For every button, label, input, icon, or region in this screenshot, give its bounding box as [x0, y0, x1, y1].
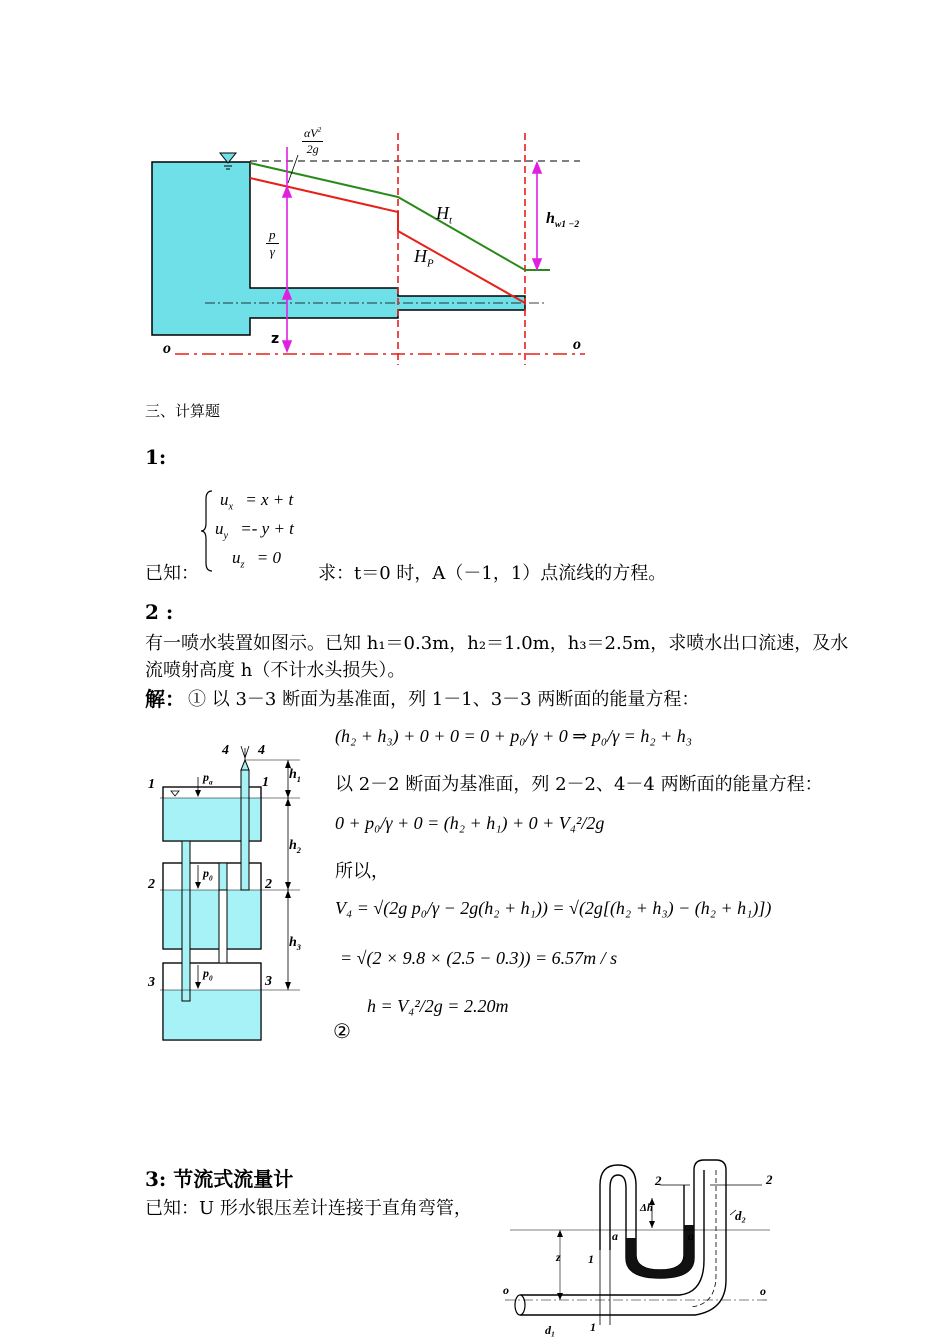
- q2-eqA: (h₂ + h₃) + 0 + 0 = 0 + p₀/γ + 0 ⇒ p₀/γ = h₂ + h₃: [335, 726, 692, 746]
- fig2-p0b-p: p: [203, 966, 209, 980]
- q1-eq2-u: u: [215, 519, 224, 538]
- q1-eq3-rhs: = 0: [256, 548, 281, 567]
- o-right-label: o: [573, 336, 581, 353]
- energy-line-diagram: [140, 125, 610, 370]
- q1-eq2-sub: y: [223, 530, 229, 542]
- q2-eqE: h = V₄²/2g = 2.20m: [367, 996, 509, 1016]
- fig2-p0b-sub: 0: [209, 974, 213, 983]
- fig2-h1: [289, 767, 301, 784]
- fig3-a1: a: [612, 1229, 618, 1243]
- hp-label: [414, 246, 434, 270]
- fig2-p0a-sub: 0: [209, 874, 213, 883]
- hw-sub: w1 −2: [554, 219, 580, 231]
- p-num: p: [266, 227, 279, 244]
- q1-eq1-rhs: = x + t: [245, 490, 294, 509]
- q2-line1: 有一喷水装置如图示。已知 h₁＝0.3m，h₂＝1.0m，h₃＝2.5m，求喷水出口流速，及水: [145, 633, 849, 654]
- fig3-o2: o: [760, 1284, 766, 1298]
- q2-sol-line1: ① 以 3－3 断面为基准面，列 1－1、3－3 两断面的能量方程：: [188, 689, 700, 710]
- ht-main: H: [436, 203, 449, 223]
- fig2-pa: [203, 770, 213, 786]
- fig2-label-2: 2: [148, 877, 155, 892]
- hw-label: [546, 210, 579, 230]
- fig2-label-3r: 3: [265, 974, 272, 989]
- q2-eqD: = √(2 × 9.8 × (2.5 − 0.3)) = 6.57m / s: [340, 948, 618, 968]
- alpha-sup: 2: [317, 126, 322, 134]
- fig2-h2-h: h: [289, 838, 297, 853]
- fig3-a2: a: [688, 1229, 694, 1243]
- hp-sub: P: [427, 257, 434, 270]
- q1-eq1: [220, 490, 293, 512]
- fig2-label-2r: 2: [265, 877, 272, 892]
- p-gamma-label: [266, 227, 279, 260]
- q1-eq3-u: u: [232, 548, 241, 567]
- q1-eq2: [215, 519, 294, 541]
- p-den: γ: [269, 244, 275, 259]
- q1-eq1-u: u: [220, 490, 229, 509]
- fig2-h3-sub: 3: [296, 942, 301, 952]
- fig2-h3-h: h: [289, 935, 297, 950]
- fig3-d1: d₁: [545, 1323, 556, 1337]
- q2-sol-line2: 以 2－2 断面为基准面，列 2－2、4－4 两断面的能量方程：: [335, 774, 823, 795]
- fig2-label-1: 1: [148, 777, 155, 792]
- q3-title: 3: 节流式流量计: [145, 1167, 294, 1191]
- q2-sol-so: 所以，: [335, 861, 389, 882]
- fig3-d2: d₂: [735, 1208, 747, 1223]
- hp-main: H: [414, 246, 427, 266]
- fig3-2b: 2: [766, 1172, 773, 1187]
- fig3-1b: 1: [590, 1320, 596, 1334]
- reservoir-and-pipe: [152, 162, 525, 335]
- q2-eqC: V₄ = √(2g p₀/γ − 2g(h₂ + h₁)) = √(2g[(h₂ + h₃) − (h₂ + h₁)]): [335, 898, 772, 918]
- fig2-label-4a: 4: [222, 743, 229, 758]
- alpha-v2-label: [302, 126, 323, 157]
- q1-eq3: [232, 548, 281, 570]
- fig2-p0a: [203, 866, 213, 882]
- q2-solution-label: 解：: [145, 687, 185, 711]
- alpha-den: 2g: [306, 142, 319, 156]
- q1-eq3-sub: z: [240, 559, 245, 571]
- fig3-z: z: [556, 1250, 561, 1264]
- fig2-pa-sub: a: [209, 778, 213, 787]
- hw-main: h: [546, 210, 555, 227]
- q1-brace: [200, 489, 214, 573]
- q1-eq2-rhs: =- y + t: [240, 519, 294, 538]
- fig2-p0b: [203, 966, 213, 982]
- fig2-h3: [289, 935, 301, 952]
- fig3-2a: 2: [655, 1173, 662, 1188]
- fig2-h1-sub: 1: [296, 774, 301, 784]
- o-left-label: o: [163, 340, 171, 357]
- fig2-label-4b: 4: [258, 743, 265, 758]
- fig2-label-1r: 1: [262, 775, 269, 790]
- fig3-1a: 1: [588, 1252, 594, 1266]
- fig2-pa-p: p: [203, 770, 209, 784]
- section-title: 三、计算题: [145, 402, 221, 420]
- ht-label: [436, 203, 452, 227]
- fig2-h1-h: h: [289, 767, 297, 782]
- q3-line1: 已知：U 形水银压差计连接于直角弯管，: [145, 1198, 472, 1219]
- ht-sub: t: [449, 214, 452, 227]
- q1-number: 1:: [145, 445, 167, 469]
- bend-manometer-diagram: [500, 1150, 780, 1340]
- fountain-diagram: [140, 740, 320, 1045]
- fig3-o1: o: [503, 1283, 509, 1297]
- total-head-line: [250, 163, 550, 270]
- hw-arrow: [533, 163, 541, 269]
- fig2-h2-sub: 2: [296, 845, 301, 855]
- q2-eqB: 0 + p₀/γ + 0 = (h₂ + h₁) + 0 + V₄²/2g: [335, 813, 605, 833]
- q2-line2: 流喷射高度 h（不计水头损失）。: [145, 660, 406, 681]
- q1-known: 已知：: [145, 563, 199, 584]
- q2-circle2: ②: [333, 1019, 351, 1043]
- z-label: z: [271, 331, 280, 347]
- fig2-h2: [289, 838, 301, 855]
- fig3-dh: Δh: [640, 1202, 654, 1214]
- q1-ask: 求：t＝0 时，A（－1，1）点流线的方程。: [318, 563, 667, 584]
- alpha-num: αV: [304, 126, 318, 140]
- q1-eq1-sub: x: [228, 501, 234, 513]
- q2-number: 2 :: [145, 600, 174, 624]
- fig2-label-3: 3: [148, 975, 155, 990]
- fig2-p0a-p: p: [203, 866, 209, 880]
